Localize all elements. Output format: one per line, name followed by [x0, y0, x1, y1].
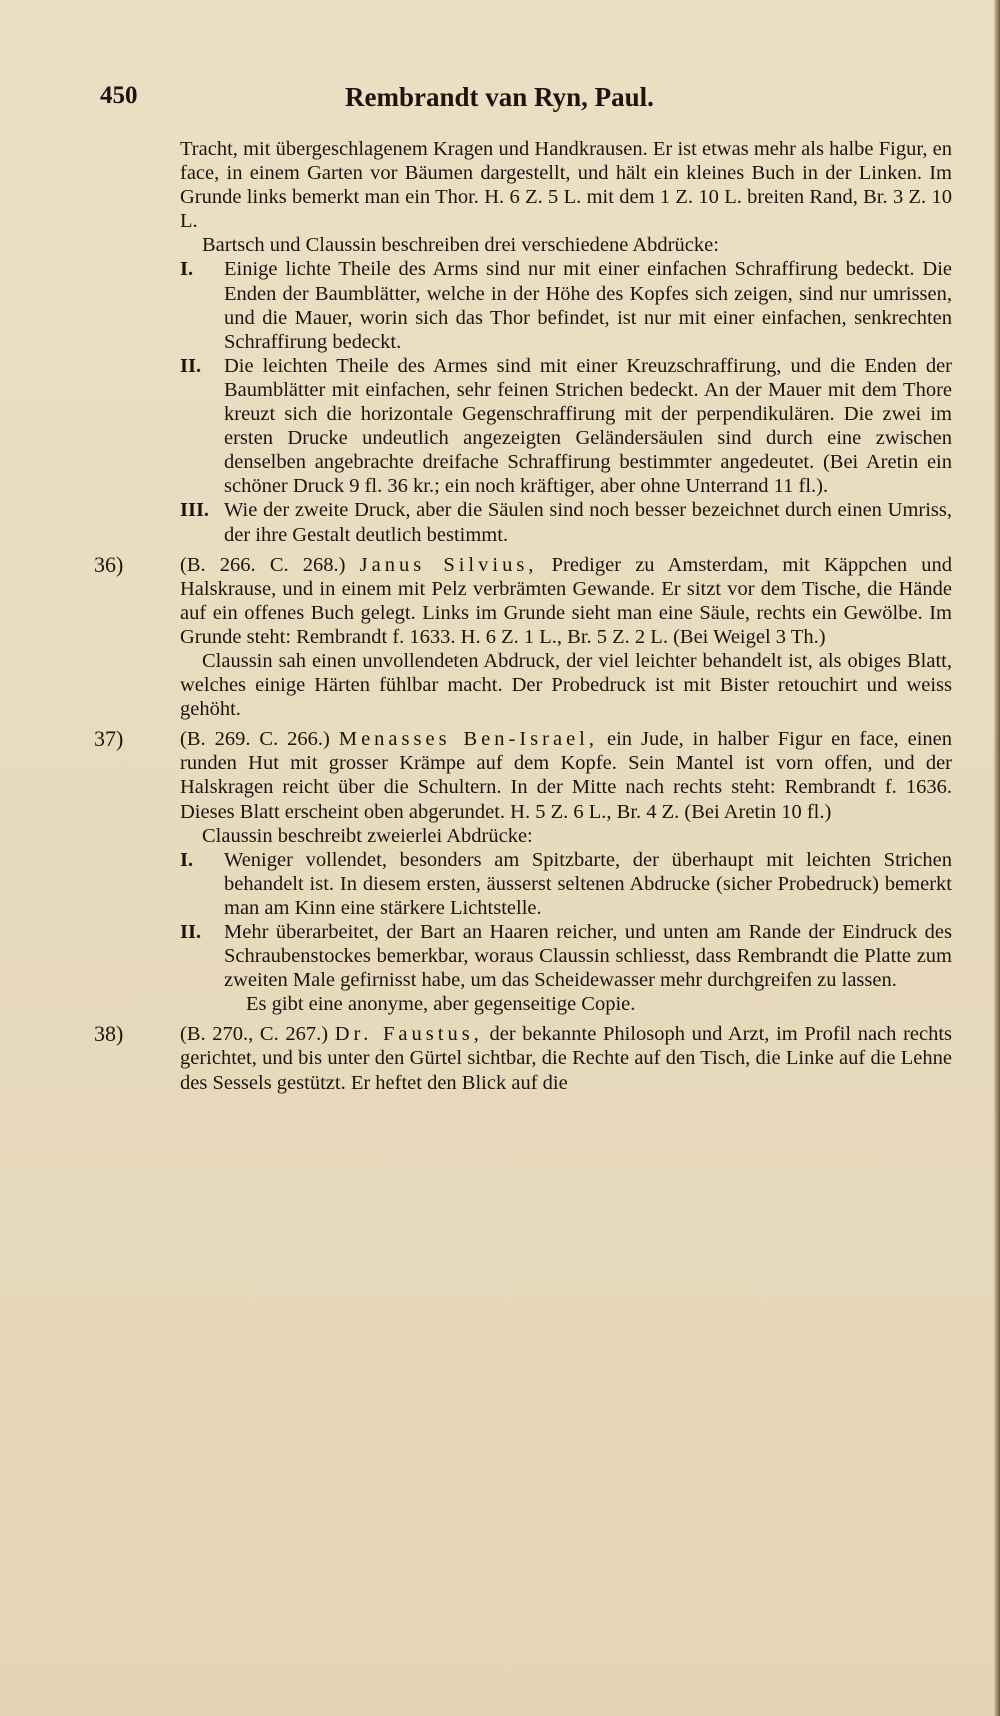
state-label: I. [180, 848, 194, 871]
page-header [0, 82, 1000, 122]
state-label: I. [180, 258, 194, 281]
body-text [94, 137, 953, 1095]
plate-reference: (B. 266. C. 268.) [180, 553, 346, 576]
state-item [180, 848, 952, 920]
entry-number: 37) [94, 726, 124, 752]
state-text: Einige lichte Theile des Arms sind nur mit einer einfachen Schraffirung bedeckt. Die Enden der Baumblätter, welche in der Höhe des Kopfes sich zeigen, sind nur umrissen, und die Mauer, worin sich das Thor befindet, ist nur mit einer einfachen, senkrechten Schraffirung bedeckt. [224, 258, 952, 353]
entry-text: ein Jude, in halber Figur en face, einen runden Hut mit grosser Krämpe auf dem Kopfe. Sein Mantel ist vorn offen, und der Halskragen reicht über die Schultern. In der Mitte nach rechts steht: Rembrandt f. 1636. Dieses Blatt erscheint oben abgerundet. H. 5 Z. 6 L., Br. 4 Z. (Bei Aretin 10 fl.) [180, 728, 953, 823]
entry-text: Prediger zu Amsterdam, mit Käppchen und Halskrause, und in einem mit Pelz verbrämten Gewande. Er sitzt vor dem Tische, die Hände auf ein offenes Buch gelegt. Links im Grunde sieht man eine Säule, rechts ein Gewölbe. Im Grunde steht: Rembrandt f. 1633. H. 6 Z. 1 L., Br. 5 Z. 2 L. (Bei Weigel 3 Th.) [180, 553, 952, 648]
state-text: Die leichten Theile des Armes sind mit einer Kreuzschraffirung, und die Enden der Baumblätter mit einfachen, sehr feinen Strichen bedeckt. An der Mauer mit dem Thore kreuzt sich die horizontale Gegenschraffirung mit der perpendikulären. Die zwei im ersten Drucke undeutlich angezeigten Geländersäulen sind durch eine zwischen denselben angebrachte dreifache Schraffirung bestimmter angedeutet. (Bei Aretin ein schöner Druck 9 fl. 36 kr.; ein noch kräftiger, aber ohne Unterrand 11 fl.). [224, 354, 952, 498]
page-edge [994, 0, 1000, 1716]
sitter-name: Janus Silvius, [359, 553, 538, 576]
paragraph: Tracht, mit übergeschlagenem Kragen und Handkrausen. Er ist etwas mehr als halbe Figur, en face, in einem Garten vor Bäumen dargestellt, und hält ein kleines Buch in der Linken. Im Grunde links bemerkt man ein Thor. H. 6 Z. 5 L. mit dem 1 Z. 10 L. breiten Rand, Br. 3 Z. 10 L. [180, 138, 952, 233]
sitter-name: Dr. Faustus, [334, 1023, 483, 1046]
page-number: 450 [100, 82, 138, 109]
plate-reference: (B. 269. C. 266.) [180, 728, 330, 751]
state-item [180, 498, 952, 546]
plate-reference: (B. 270., C. 267.) [180, 1023, 329, 1046]
paragraph: Claussin beschreibt zweierlei Abdrücke: [202, 824, 533, 847]
state-text: Wie der zweite Druck, aber die Säulen sind noch besser bezeichnet durch einen Umriss, der ihre Gestalt deutlich bestimmt. [224, 499, 952, 546]
state-label: III. [180, 499, 210, 522]
catalogue-entry-36 [94, 551, 952, 722]
sitter-name: Menasses Ben-Israel, [338, 728, 599, 751]
state-item [180, 257, 952, 353]
paragraph [180, 1022, 952, 1094]
entry-number: 36) [94, 551, 124, 577]
state-label: II. [180, 921, 202, 943]
running-title: Rembrandt van Ryn, Paul. [345, 82, 654, 112]
paragraph [180, 553, 952, 649]
state-text: Weniger vollendet, besonders am Spitzbarte, der überhaupt mit leichten Strichen behandelt ist. In diesem ersten, äusserst seltenen Abdrucke (sicher Probedruck) bemerkt man am Kinn eine stärkere Lichtstelle. [224, 848, 952, 919]
state-label: II. [180, 354, 202, 377]
paragraph: Bartsch und Claussin beschreiben drei verschiedene Abdrücke: [202, 234, 719, 257]
state-text: Mehr überarbeitet, der Bart an Haaren reicher, und unten am Rande der Eindruck des Schraubenstockes bemerkbar, woraus Claussin schliesst, dass Rembrandt die Platte zum zweiten Male gefirnisst habe, um das Scheidewasser mehr durchgreifen zu lassen. [224, 921, 952, 992]
paragraph [180, 727, 952, 823]
catalogue-entry-37 [94, 726, 953, 1016]
state-item [180, 920, 952, 992]
entry-number: 38) [94, 1021, 124, 1047]
entry-text: der bekannte Philosoph und Arzt, im Profil nach rechts gerichtet, und bis unter den Gürtel sichtbar, die Rechte auf den Tisch, die Linke auf die Lehne des Sessels gestützt. Er heftet den Blick auf die [180, 1023, 953, 1094]
paragraph: Es gibt eine anonyme, aber gegenseitige Copie. [246, 993, 636, 1016]
state-item [180, 354, 952, 499]
catalogue-entry-38 [94, 1021, 953, 1094]
paragraph: Claussin sah einen unvollendeten Abdruck, der viel leichter behandelt ist, als obiges Blatt, welches einige Härten fühlbar macht. Der Probedruck ist mit Bister retouchirt und weiss gehöht. [180, 649, 952, 721]
